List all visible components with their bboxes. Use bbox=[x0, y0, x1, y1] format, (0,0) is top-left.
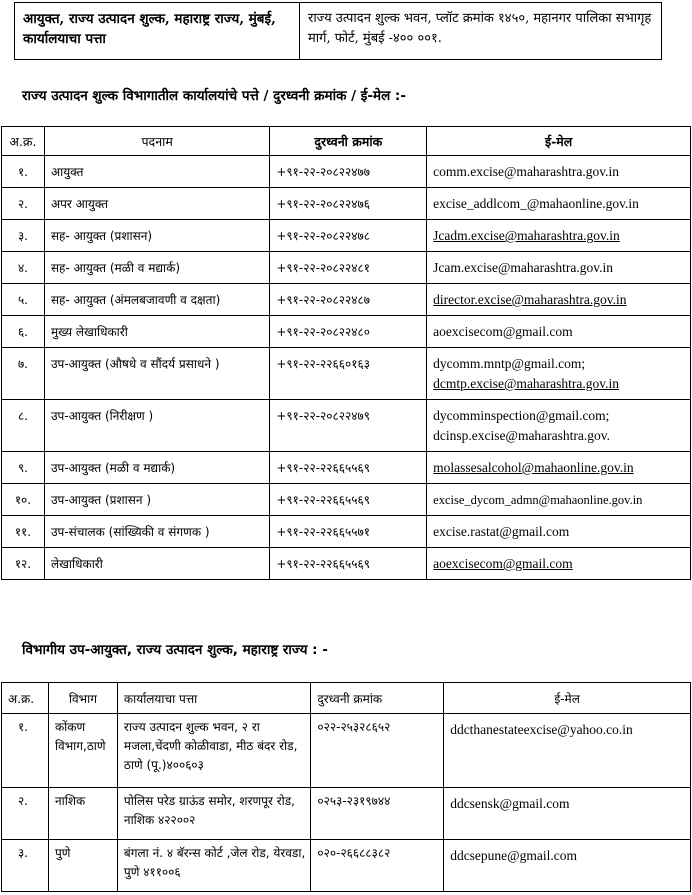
serial-number: २. bbox=[2, 188, 45, 220]
designation: उप-संचालक (सांख्यिकी व संगणक ) bbox=[44, 516, 269, 548]
section-heading-divisional: विभागीय उप-आयुक्त, राज्य उत्पादन शुल्क, महाराष्ट्र राज्य : - bbox=[22, 642, 328, 658]
email: Jcam.excise@maharashtra.gov.in bbox=[427, 252, 691, 284]
serial-number: ३. bbox=[2, 840, 49, 892]
email: dcinsp.excise@maharashtra.gov. bbox=[433, 428, 611, 443]
divisional-table bbox=[1, 682, 691, 892]
table-row bbox=[2, 484, 691, 516]
table-row bbox=[2, 400, 691, 452]
phone-number: +९१-२२-२२६६५५६९ bbox=[270, 484, 427, 516]
email-link[interactable]: director.excise@maharashtra.gov.in bbox=[433, 292, 627, 307]
col-header-designation: पदनाम bbox=[44, 127, 269, 156]
serial-number: ४. bbox=[2, 252, 45, 284]
phone-number: +९१-२२-२०८२२४७८ bbox=[270, 220, 427, 252]
division-name: कोंकण विभाग,ठाणे bbox=[48, 714, 117, 788]
table-row bbox=[2, 348, 691, 400]
phone-number: +९१-२२-२०८२२४७९ bbox=[270, 400, 427, 452]
email: ddcsepune@gmail.com bbox=[444, 840, 691, 892]
table-row bbox=[2, 548, 691, 580]
col-header-email: ई-मेल bbox=[427, 127, 691, 156]
serial-number: ५. bbox=[2, 284, 45, 316]
serial-number: ११. bbox=[2, 516, 45, 548]
email: ddcsensk@gmail.com bbox=[444, 788, 691, 840]
commissioner-office-label: आयुक्त, राज्य उत्पादन शुल्क, महाराष्ट्र राज्य, मुंबई, कार्यालयाचा पत्ता bbox=[15, 3, 300, 60]
designation: मुख्य लेखाधिकारी bbox=[44, 316, 269, 348]
phone-number: +९१-२२-२०८२२४७६ bbox=[270, 188, 427, 220]
designation: सह- आयुक्त (प्रशासन) bbox=[44, 220, 269, 252]
designation: उप-आयुक्त (प्रशासन ) bbox=[44, 484, 269, 516]
designation: लेखाधिकारी bbox=[44, 548, 269, 580]
table-row bbox=[2, 252, 691, 284]
division-name: नाशिक bbox=[48, 788, 117, 840]
phone-number: +९१-२२-२२६६५५६९ bbox=[270, 452, 427, 484]
email-cell bbox=[427, 348, 691, 400]
phone-number: ०२५३-२३१९७४४ bbox=[311, 788, 444, 840]
col-header-address: कार्यालयाचा पत्ता bbox=[117, 683, 310, 714]
table-row bbox=[2, 316, 691, 348]
col-header-division: विभाग bbox=[48, 683, 117, 714]
serial-number: ७. bbox=[2, 348, 45, 400]
office-address: पोलिस परेड ग्राऊंड समोर, शरणपूर रोड, नाशिक ४२२००२ bbox=[117, 788, 310, 840]
designation: उप-आयुक्त (औषधे व सौंदर्य प्रसाधने ) bbox=[44, 348, 269, 400]
serial-number: २. bbox=[2, 788, 49, 840]
division-name: पुणे bbox=[48, 840, 117, 892]
phone-number: +९१-२२-२२६६५५७१ bbox=[270, 516, 427, 548]
designation: उप-आयुक्त (मळी व मद्यार्क) bbox=[44, 452, 269, 484]
email: excise_addlcom_@mahaonline.gov.in bbox=[427, 188, 691, 220]
email-link[interactable]: molassesalcohol@mahaonline.gov.in bbox=[433, 460, 634, 475]
phone-number: +९१-२२-२०८२२४८७ bbox=[270, 284, 427, 316]
serial-number: ६. bbox=[2, 316, 45, 348]
serial-number: १. bbox=[2, 156, 45, 188]
designation: सह- आयुक्त (अंमलबजावणी व दक्षता) bbox=[44, 284, 269, 316]
serial-number: ८. bbox=[2, 400, 45, 452]
col-header-email: ई-मेल bbox=[444, 683, 691, 714]
table-row bbox=[2, 156, 691, 188]
phone-number: +९१-२२-२२६६०१६३ bbox=[270, 348, 427, 400]
table-row bbox=[2, 220, 691, 252]
col-header-phone: दुरध्वनी क्रमांक bbox=[311, 683, 444, 714]
serial-number: ३. bbox=[2, 220, 45, 252]
phone-number: +९१-२२-२२६६५५६९ bbox=[270, 548, 427, 580]
email-link[interactable]: dcmtp.excise@maharashtra.gov.in bbox=[433, 376, 620, 391]
email-link[interactable]: Jcadm.excise@maharashtra.gov.in bbox=[433, 228, 620, 243]
phone-number: +९१-२२-२०८२२४७७ bbox=[270, 156, 427, 188]
table-row bbox=[2, 452, 691, 484]
phone-number: +९१-२२-२०८२२४८१ bbox=[270, 252, 427, 284]
phone-number: ०२०-२६६८८३८२ bbox=[311, 840, 444, 892]
table-row bbox=[2, 840, 691, 892]
email: excise.rastat@gmail.com bbox=[427, 516, 691, 548]
phone-number: ०२२-२५३२८६५२ bbox=[311, 714, 444, 788]
table-row bbox=[2, 188, 691, 220]
commissioner-office-address: राज्य उत्पादन शुल्क भवन, प्लॉट क्रमांक १४५०, महानगर पालिका सभागृह मार्ग, फोर्ट, मुंबई -४०० ००१. bbox=[300, 3, 662, 60]
table-row bbox=[2, 516, 691, 548]
col-header-sr: अ.क्र. bbox=[2, 127, 45, 156]
section-heading-offices: राज्य उत्पादन शुल्क विभागातील कार्यालयांचे पत्ते / दुरध्वनी क्रमांक / ई-मेल :- bbox=[22, 88, 406, 104]
office-address: राज्य उत्पादन शुल्क भवन, २ रा मजला,चेंदणी कोळीवाडा, मीठ बंदर रोड, ठाणे (पू.)४००६०३ bbox=[117, 714, 310, 788]
table-header-row bbox=[2, 127, 691, 156]
email-cell bbox=[427, 400, 691, 452]
table-header-row bbox=[2, 683, 691, 714]
contacts-table bbox=[1, 126, 691, 580]
table-row bbox=[2, 284, 691, 316]
address-box bbox=[14, 2, 662, 60]
email: comm.excise@maharashtra.gov.in bbox=[427, 156, 691, 188]
designation: सह- आयुक्त (मळी व मद्यार्क) bbox=[44, 252, 269, 284]
email-link[interactable]: aoexcisecom@gmail.com bbox=[433, 556, 573, 571]
designation: उप-आयुक्त (निरीक्षण ) bbox=[44, 400, 269, 452]
email: dycomm.mntp@gmail.com; bbox=[433, 356, 586, 371]
office-address: बंगला नं. ४ बॅरन्स कोर्ट ,जेल रोड, येरवडा, पुणे ४११००६ bbox=[117, 840, 310, 892]
email: dycomminspection@gmail.com; bbox=[433, 408, 610, 423]
col-header-sr: अ.क्र. bbox=[2, 683, 49, 714]
designation: अपर आयुक्त bbox=[44, 188, 269, 220]
table-row bbox=[2, 714, 691, 788]
designation: आयुक्त bbox=[44, 156, 269, 188]
email: excise_dycom_admn@mahaonline.gov.in bbox=[427, 484, 691, 516]
email: aoexcisecom@gmail.com bbox=[427, 316, 691, 348]
serial-number: ९. bbox=[2, 452, 45, 484]
serial-number: १०. bbox=[2, 484, 45, 516]
col-header-phone: दुरध्वनी क्रमांक bbox=[270, 127, 427, 156]
phone-number: +९१-२२-२०८२२४८० bbox=[270, 316, 427, 348]
table-row bbox=[2, 788, 691, 840]
email: ddcthanestateexcise@yahoo.co.in bbox=[444, 714, 691, 788]
serial-number: १. bbox=[2, 714, 49, 788]
serial-number: १२. bbox=[2, 548, 45, 580]
